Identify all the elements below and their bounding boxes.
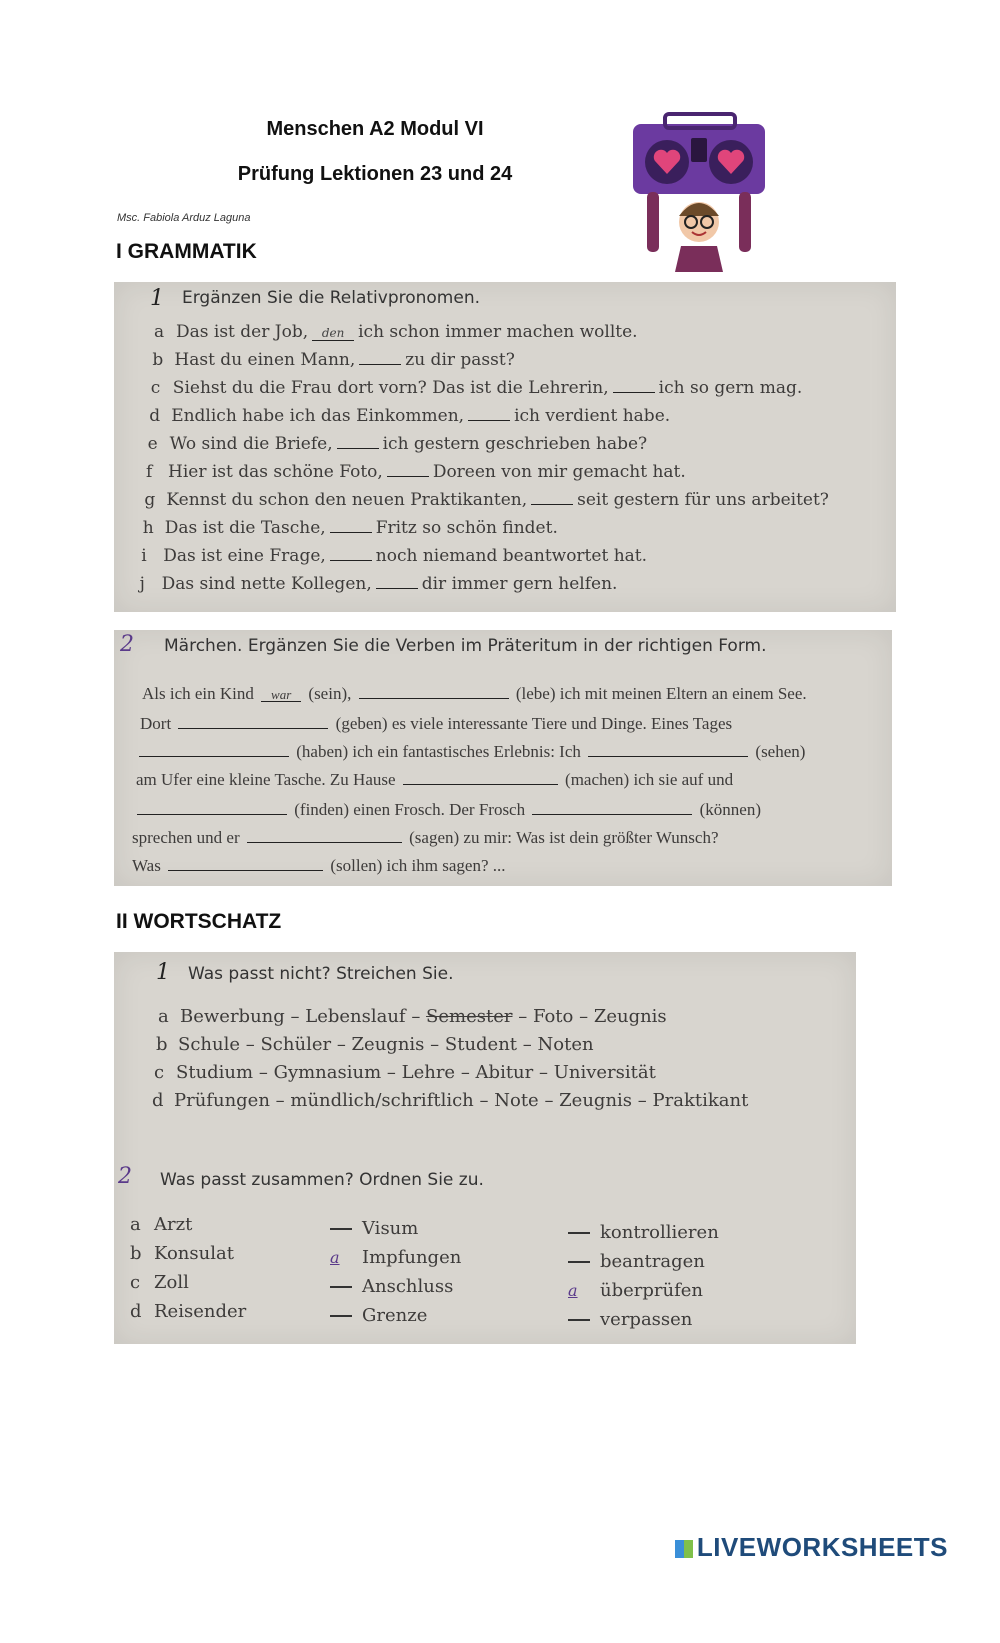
word-option[interactable]: Zeugnis <box>351 1034 425 1055</box>
item-word: Arzt <box>154 1214 193 1235</box>
item-text: Endlich habe ich das Einkommen, <box>171 406 465 426</box>
exercise-1-photo <box>114 282 896 612</box>
text: Was <box>132 856 161 875</box>
exercise-number: 1 <box>156 960 170 985</box>
word-option[interactable]: Bewerbung <box>180 1006 285 1027</box>
list-item <box>330 1247 461 1276</box>
dash-separator: – <box>517 1034 538 1055</box>
answer-blank[interactable] <box>330 518 372 533</box>
item-word: kontrollieren <box>600 1222 719 1243</box>
word-option[interactable]: Schüler <box>260 1034 332 1055</box>
dash-separator: – <box>284 1006 306 1027</box>
text: (finden) einen Frosch. Der Frosch <box>294 800 526 819</box>
answer-blank[interactable] <box>376 574 418 589</box>
exercise-2-photo <box>114 630 892 886</box>
shoulders <box>675 246 723 272</box>
item-text: Hier ist das schöne Foto, <box>168 462 383 482</box>
item-letter: c <box>154 1062 165 1083</box>
word-option[interactable]: Gymnasium <box>273 1062 382 1083</box>
list-item <box>568 1280 719 1309</box>
item-word: Konsulat <box>154 1243 234 1264</box>
item-letter: a <box>130 1214 141 1235</box>
answer-blank[interactable] <box>359 684 509 699</box>
item-text: ich schon immer machen wollte. <box>358 322 638 342</box>
exercise-instruction: Märchen. Ergänzen Sie die Verben im Präteritum in der richtigen Form. <box>164 636 767 656</box>
ws2-left-column <box>130 1214 246 1330</box>
word-option[interactable]: Student <box>444 1034 518 1055</box>
item-text: Hast du einen Mann, <box>174 350 356 370</box>
dash-separator: – <box>512 1006 533 1027</box>
story-line-2 <box>140 714 732 734</box>
text: (machen) ich sie auf und <box>565 770 734 789</box>
list-item <box>146 462 686 482</box>
author: Msc. Fabiola Arduz Laguna <box>117 212 251 224</box>
story-line-3 <box>136 742 805 762</box>
list-item <box>154 322 638 342</box>
ws2-middle-column <box>330 1218 461 1334</box>
list-item <box>330 1276 461 1305</box>
text: (sollen) ich ihm sagen? ... <box>330 856 506 875</box>
item-text: noch niemand beantwortet hat. <box>375 546 648 566</box>
answer-blank[interactable] <box>531 490 573 505</box>
dash-separator: – <box>533 1062 554 1083</box>
arm-left <box>647 192 659 252</box>
item-letter: d <box>130 1301 142 1322</box>
item-word: Grenze <box>362 1305 428 1326</box>
answer-blank[interactable] <box>137 800 287 815</box>
list-item <box>151 378 803 398</box>
exercise-number: 2 <box>120 632 134 657</box>
item-letter: j <box>139 574 145 594</box>
exercise-number: 1 <box>150 286 164 311</box>
word-option[interactable]: Lebenslauf <box>305 1006 406 1027</box>
dash-separator: – <box>331 1034 352 1055</box>
list-item <box>130 1301 246 1330</box>
item-letter: g <box>144 490 156 510</box>
item-text: Wo sind die Briefe, <box>169 434 333 454</box>
item-letter: b <box>156 1034 168 1055</box>
answer-blank[interactable] <box>178 714 328 729</box>
boombox-illustration <box>625 112 775 272</box>
wortschatz-photo <box>114 952 856 1344</box>
boombox-display <box>691 138 707 162</box>
item-text: zu dir passt? <box>405 350 515 370</box>
arm-right <box>739 192 751 252</box>
dash-separator: – <box>538 1090 560 1111</box>
item-text: Siehst du die Frau dort vorn? Das ist die Lehrerin, <box>172 378 609 398</box>
word-option[interactable]: Note <box>494 1090 539 1111</box>
exercise-instruction: Ergänzen Sie die Relativpronomen. <box>182 288 481 308</box>
answer-blank[interactable] <box>139 742 289 757</box>
item-letter: e <box>147 434 158 454</box>
dash-separator: – <box>253 1062 274 1083</box>
item-letter: b <box>152 350 164 370</box>
list-item <box>158 1006 667 1027</box>
answer-blank[interactable] <box>330 1286 352 1288</box>
list-item <box>330 1218 461 1247</box>
list-item <box>144 490 829 510</box>
answer-blank[interactable] <box>403 770 558 785</box>
text: (haben) ich ein fantastisches Erlebnis: Ich <box>296 742 581 761</box>
answer-blank[interactable] <box>568 1319 590 1321</box>
item-letter: c <box>130 1272 141 1293</box>
word-option[interactable]: Abitur <box>475 1062 534 1083</box>
logo-icon <box>675 1540 693 1558</box>
dash-separator: – <box>405 1006 427 1027</box>
item-letter: a <box>158 1006 169 1027</box>
word-option[interactable]: Noten <box>537 1034 594 1055</box>
item-text: ich gestern geschrieben habe? <box>382 434 648 454</box>
item-text: Kennst du schon den neuen Praktikanten, <box>166 490 528 510</box>
list-item <box>152 350 514 370</box>
list-item <box>130 1272 246 1301</box>
exercise-instruction: Was passt zusammen? Ordnen Sie zu. <box>160 1170 484 1190</box>
exercise-instruction: Was passt nicht? Streichen Sie. <box>188 964 454 984</box>
answer-blank[interactable] <box>588 742 748 757</box>
item-text: ich verdient habe. <box>514 406 671 426</box>
item-text: Das sind nette Kollegen, <box>161 574 372 594</box>
hair <box>679 203 719 216</box>
item-text: seit gestern für uns arbeitet? <box>577 490 829 510</box>
word-option[interactable]: Studium <box>176 1062 254 1083</box>
list-item <box>568 1222 719 1251</box>
text: (sehen) <box>755 742 806 761</box>
text: (sagen) zu mir: Was ist dein größter Wunsch? <box>409 828 719 847</box>
word-option[interactable]: Semester <box>426 1006 513 1027</box>
answer-blank[interactable]: den <box>312 326 354 341</box>
word-option[interactable]: Praktikant <box>652 1090 749 1111</box>
list-item <box>330 1305 461 1334</box>
dash-separator: – <box>381 1062 402 1083</box>
answer-blank[interactable] <box>568 1261 590 1263</box>
word-option[interactable]: Zeugnis <box>593 1006 667 1027</box>
item-word: Reisender <box>154 1301 247 1322</box>
dash-separator: – <box>573 1006 594 1027</box>
list-item <box>156 1034 594 1055</box>
answer-blank[interactable] <box>330 546 372 561</box>
item-text: Das ist der Job, <box>176 322 309 342</box>
list-item <box>130 1243 246 1272</box>
item-text: Das ist eine Frage, <box>163 546 326 566</box>
word-option[interactable]: Schule <box>178 1034 241 1055</box>
text: Dort <box>140 714 172 733</box>
answer-blank[interactable] <box>387 462 429 477</box>
answer-blank[interactable] <box>532 800 692 815</box>
story-line-5 <box>134 800 761 820</box>
answer-blank[interactable] <box>613 378 655 393</box>
answer-blank[interactable]: war <box>261 687 301 702</box>
item-letter: d <box>152 1090 164 1111</box>
dash-separator: – <box>455 1062 476 1083</box>
list-item <box>130 1214 246 1243</box>
page-title: Menschen A2 Modul VI <box>266 118 484 140</box>
list-item <box>143 518 558 538</box>
item-letter: f <box>146 462 153 482</box>
section-wortschatz: II WORTSCHATZ <box>116 910 282 933</box>
item-letter: h <box>142 518 154 538</box>
dash-separator: – <box>240 1034 261 1055</box>
text: Als ich ein Kind <box>142 684 254 703</box>
item-text: Fritz so schön findet. <box>375 518 558 538</box>
answer-blank[interactable] <box>359 350 401 365</box>
item-letter: b <box>130 1243 142 1264</box>
text: sprechen und er <box>132 828 240 847</box>
item-word: überprüfen <box>600 1280 703 1301</box>
text: (sein), <box>308 684 352 703</box>
word-option[interactable]: Universität <box>553 1062 656 1083</box>
text: (lebe) ich mit meinen Eltern an einem See. <box>515 684 807 703</box>
item-word: verpassen <box>600 1309 693 1330</box>
text: (können) <box>699 800 761 819</box>
answer-blank[interactable] <box>330 1315 352 1317</box>
word-option[interactable]: Zeugnis <box>559 1090 633 1111</box>
list-item <box>141 546 647 566</box>
list-item <box>152 1090 748 1111</box>
story-line-4 <box>136 770 733 790</box>
item-word: Anschluss <box>362 1276 454 1297</box>
list-item <box>568 1309 719 1338</box>
page-subtitle: Prüfung Lektionen 23 und 24 <box>237 163 513 185</box>
exercise-number: 2 <box>118 1164 132 1189</box>
answer-blank[interactable]: a <box>568 1281 578 1300</box>
item-word: Visum <box>362 1218 419 1239</box>
item-letter: a <box>154 322 165 342</box>
word-option[interactable]: Foto <box>532 1006 574 1027</box>
text: (geben) es viele interessante Tiere und Dinge. Eines Tages <box>335 714 733 733</box>
story-line-7 <box>132 856 506 876</box>
word-option[interactable]: mündlich/schriftlich <box>290 1090 474 1111</box>
text: am Ufer eine kleine Tasche. Zu Hause <box>136 770 396 789</box>
list-item <box>149 406 670 426</box>
item-text: Das ist die Tasche, <box>164 518 326 538</box>
word-option[interactable]: Prüfungen <box>174 1090 270 1111</box>
list-item <box>154 1062 656 1083</box>
story-line-6 <box>132 828 719 848</box>
answer-blank[interactable] <box>247 828 402 843</box>
liveworksheets-logo <box>675 1532 948 1563</box>
list-item <box>148 434 648 454</box>
item-letter: d <box>149 406 161 426</box>
answer-blank[interactable] <box>337 434 379 449</box>
answer-blank[interactable] <box>330 1228 352 1230</box>
answer-blank[interactable] <box>468 406 510 421</box>
word-option[interactable]: Lehre <box>401 1062 456 1083</box>
item-word: beantragen <box>600 1251 705 1272</box>
logo-text: LIVEWORKSHEETS <box>696 1532 948 1562</box>
dash-separator: – <box>424 1034 445 1055</box>
item-word: Zoll <box>154 1272 189 1293</box>
section-grammatik: I GRAMMATIK <box>116 240 257 263</box>
list-item <box>140 574 618 594</box>
item-text: dir immer gern helfen. <box>421 574 618 594</box>
list-item <box>568 1251 719 1280</box>
ws2-right-column <box>568 1222 719 1338</box>
answer-blank[interactable] <box>168 856 323 871</box>
item-word: Impfungen <box>362 1247 462 1268</box>
dash-separator: – <box>269 1090 291 1111</box>
answer-blank[interactable] <box>568 1232 590 1234</box>
dash-separator: – <box>473 1090 495 1111</box>
item-text: ich so gern mag. <box>658 378 803 398</box>
story-line-1 <box>142 684 807 704</box>
item-text: Doreen von mir gemacht hat. <box>432 462 686 482</box>
dash-separator: – <box>632 1090 653 1111</box>
answer-blank[interactable]: a <box>330 1248 340 1267</box>
item-letter: i <box>141 546 147 566</box>
item-letter: c <box>150 378 161 398</box>
